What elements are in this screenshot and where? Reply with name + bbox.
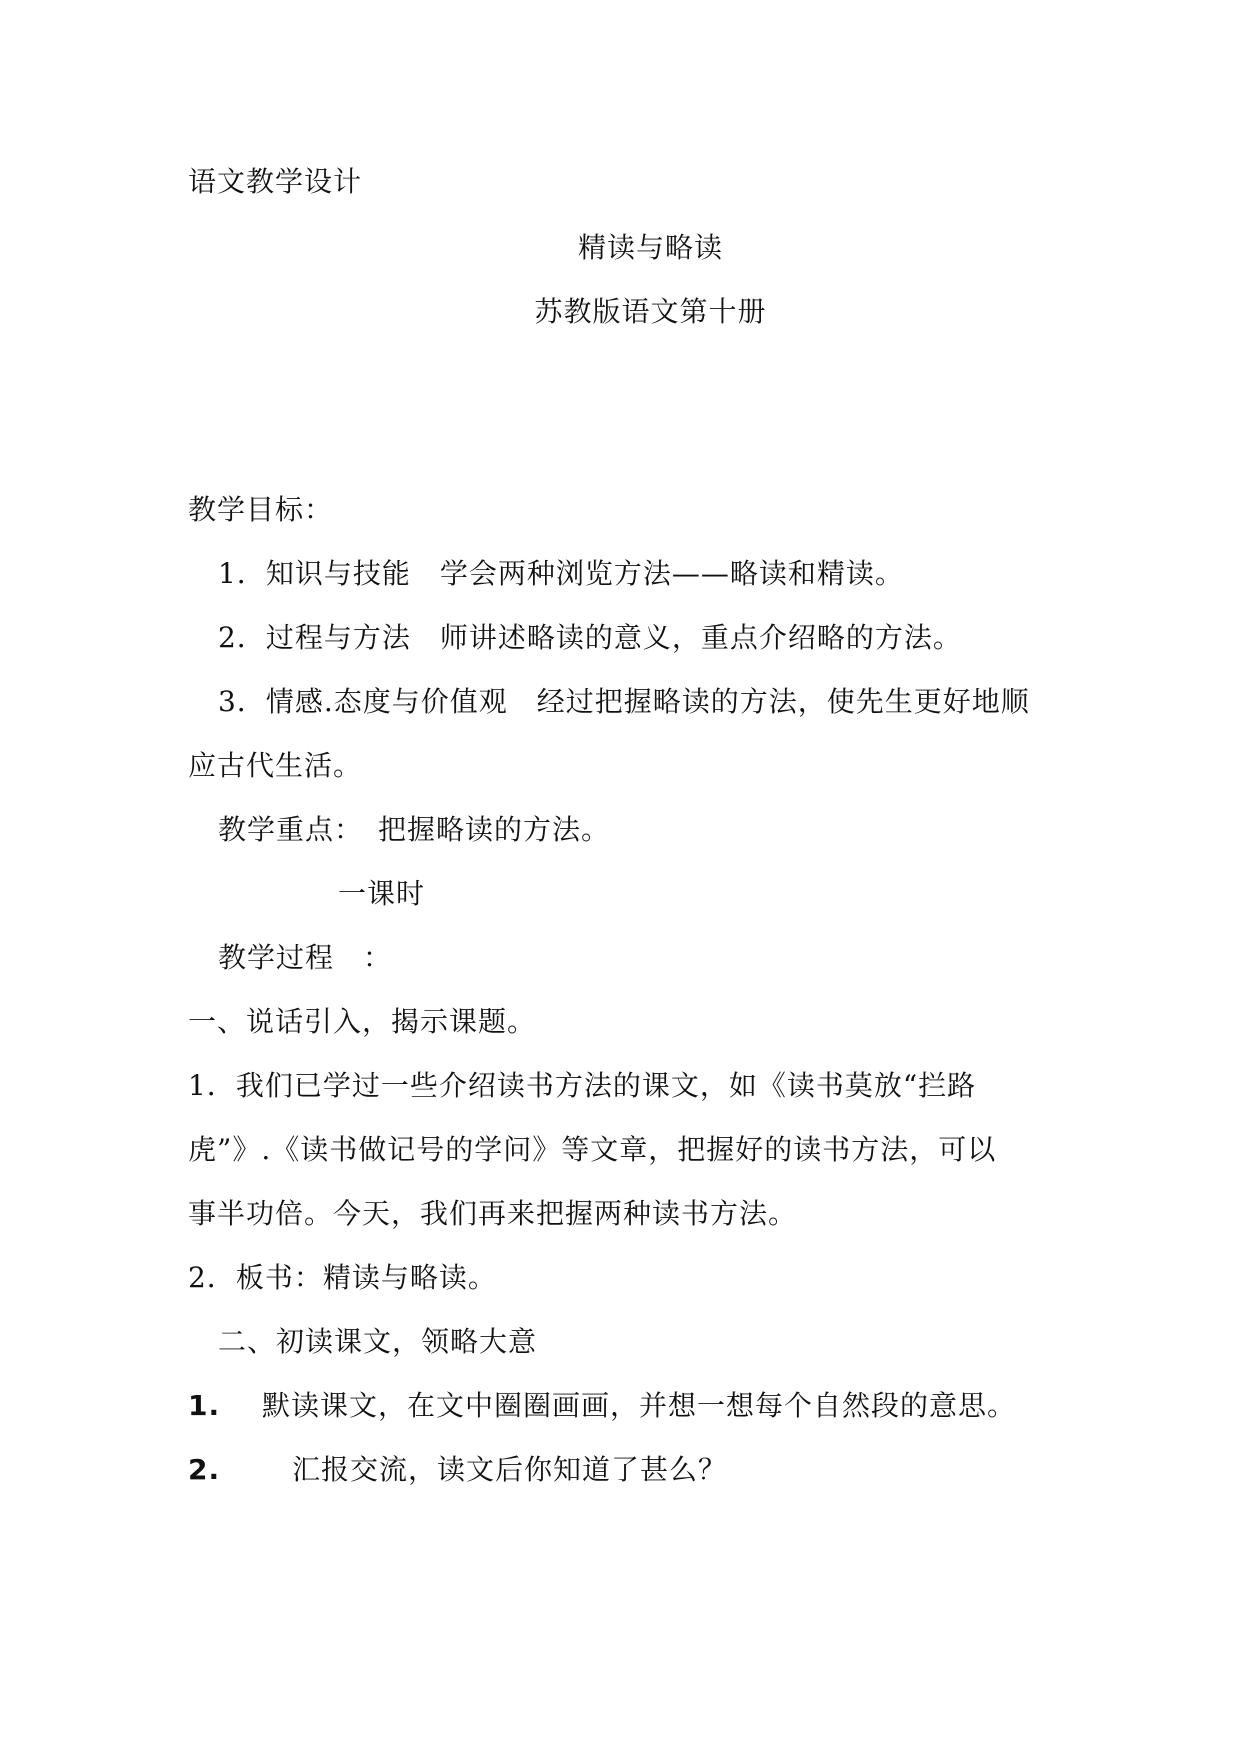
item-text: 默读课文，在文中圈圈画画，并想一想每个自然段的意思。 bbox=[262, 1389, 1017, 1422]
section-two-item bbox=[188, 1452, 728, 1488]
section-one-heading: 一、说话引入，揭示课题。 bbox=[188, 1005, 537, 1038]
section-one-line: 事半功倍。今天，我们再来把握两种读书方法。 bbox=[188, 1197, 798, 1230]
item-number: 1. bbox=[188, 1389, 221, 1422]
document-title: 精读与略读 bbox=[577, 231, 723, 264]
item-text: 汇报交流，读文后你知道了甚么？ bbox=[292, 1453, 728, 1486]
section-two-item bbox=[188, 1388, 1017, 1424]
section-one-line: 1．我们已学过一些介绍读书方法的课文，如《读书莫放“拦路 bbox=[188, 1069, 977, 1102]
document-subtitle: 苏教版语文第十册 bbox=[534, 295, 767, 328]
key-point: 教学重点： 把握略读的方法。 bbox=[218, 813, 611, 846]
objective-item: 2．过程与方法 师讲述略读的意义，重点介绍略的方法。 bbox=[218, 621, 962, 654]
item-number: 2. bbox=[188, 1453, 221, 1486]
objective-item: 1．知识与技能 学会两种浏览方法——略读和精读。 bbox=[218, 557, 904, 590]
objective-item-continuation: 应古代生活。 bbox=[188, 749, 363, 782]
objective-item: 3．情感.态度与价值观 经过把握略读的方法，使先生更好地顺 bbox=[218, 685, 1030, 718]
process-heading: 教学过程 ： bbox=[218, 941, 393, 974]
section-one-line: 虎”》.《读书做记号的学问》等文章，把握好的读书方法，可以 bbox=[188, 1133, 997, 1166]
section-one-line: 2．板书：精读与略读。 bbox=[188, 1261, 497, 1294]
objectives-heading: 教学目标： bbox=[188, 493, 334, 526]
document-header-label: 语文教学设计 bbox=[188, 165, 363, 198]
lesson-count: 一课时 bbox=[338, 877, 426, 910]
section-two-heading: 二、初读课文，领略大意 bbox=[218, 1325, 538, 1358]
